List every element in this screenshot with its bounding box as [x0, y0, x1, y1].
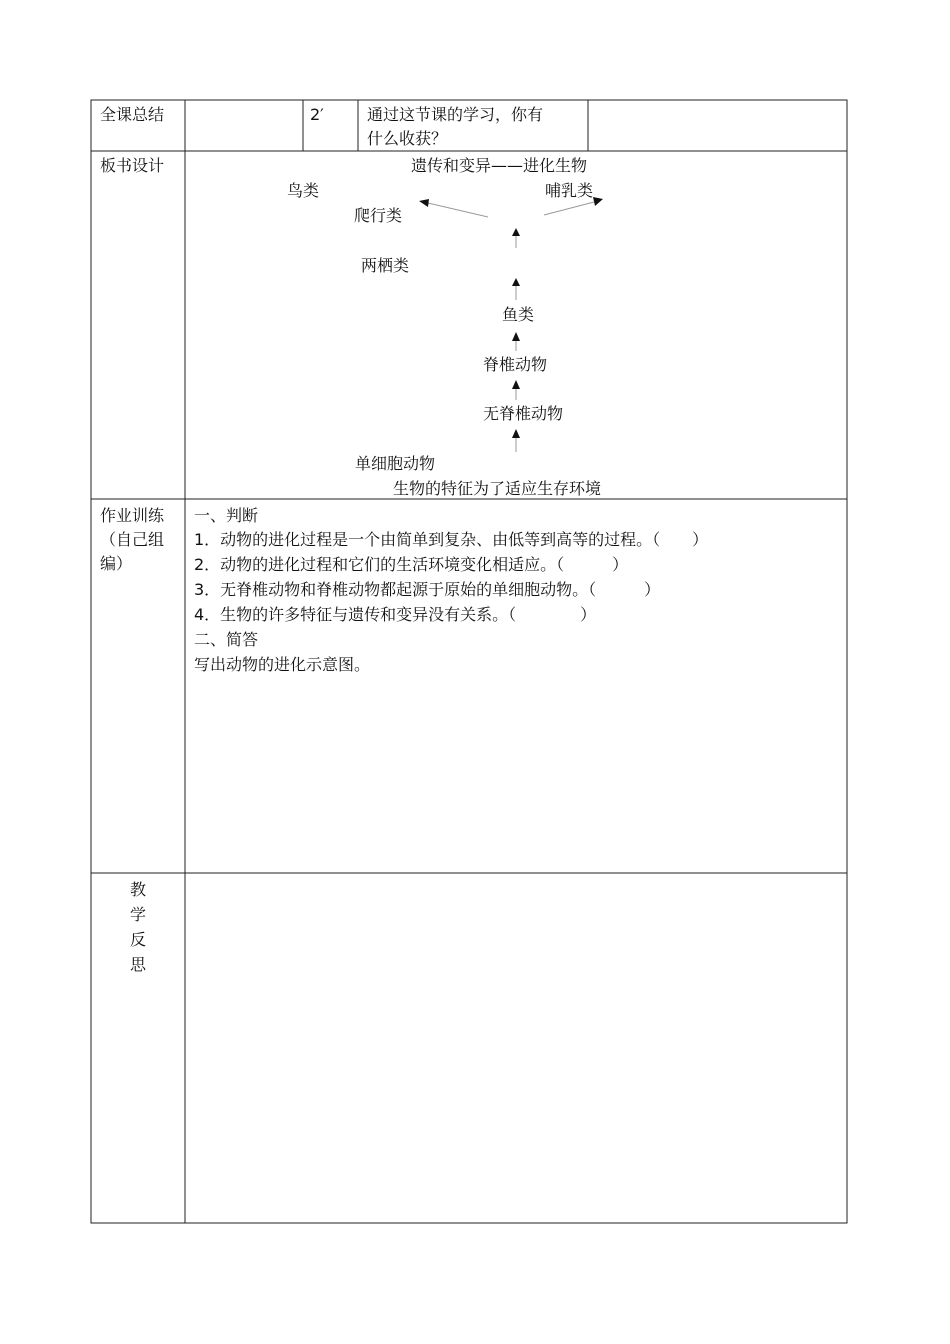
board-footer: 生物的特征为了适应生存环境 [393, 479, 602, 498]
homework-label-line2: （自己组 [100, 530, 165, 549]
summary-content-line1: 通过这节课的学习，你有 [367, 105, 544, 124]
board-design-title: 遗传和变异——进化生物 [411, 156, 588, 175]
homework-question: 写出动物的进化示意图。 [194, 655, 371, 674]
homework-section1-title: 一、判断 [194, 506, 259, 525]
reflection-label-char-4: 思 [130, 955, 147, 974]
node-amphibians: 两栖类 [361, 256, 410, 275]
arrowhead-unicellular [512, 429, 520, 438]
homework-item-2: 2．动物的进化过程和它们的生活环境变化相适应。（ ） [194, 555, 629, 574]
reflection-label-char-1: 教 [130, 880, 147, 899]
arrowhead-invertebrates [512, 380, 520, 389]
node-unicellular: 单细胞动物 [355, 454, 436, 473]
node-reptiles: 爬行类 [354, 206, 403, 225]
arrow-shaft-to-mammals [544, 202, 594, 215]
arrowhead-vertebrates [512, 332, 520, 341]
arrow-shaft-to-reptiles [428, 203, 488, 217]
summary-time: 2′ [310, 105, 324, 124]
arrowhead-amphibians [512, 228, 520, 236]
board-design-label: 板书设计 [100, 156, 165, 175]
node-vertebrates: 脊椎动物 [483, 355, 548, 374]
arrowhead-fish [512, 278, 520, 286]
node-birds: 鸟类 [287, 181, 320, 200]
arrowhead-to-mammals [593, 197, 603, 206]
homework-item-4: 4．生物的许多特征与遗传和变异没有关系。（ ） [194, 605, 597, 624]
summary-content-line2: 什么收获？ [367, 129, 448, 148]
node-invertebrates: 无脊椎动物 [483, 404, 564, 423]
node-mammals: 哺乳类 [545, 181, 594, 200]
reflection-label-char-2: 学 [130, 905, 147, 924]
homework-item-3: 3．无脊椎动物和脊椎动物都起源于原始的单细胞动物。（ ） [194, 580, 661, 599]
homework-label-line1: 作业训练 [100, 506, 165, 525]
arrowhead-to-reptiles [419, 199, 429, 207]
homework-section2-title: 二、简答 [194, 630, 259, 649]
reflection-label-char-3: 反 [130, 930, 147, 949]
homework-label-line3: 编） [100, 554, 133, 573]
node-fish: 鱼类 [502, 305, 535, 324]
summary-row-label: 全课总结 [100, 105, 165, 124]
homework-item-1: 1．动物的进化过程是一个由简单到复杂、由低等到高等的过程。（ ） [194, 530, 709, 549]
